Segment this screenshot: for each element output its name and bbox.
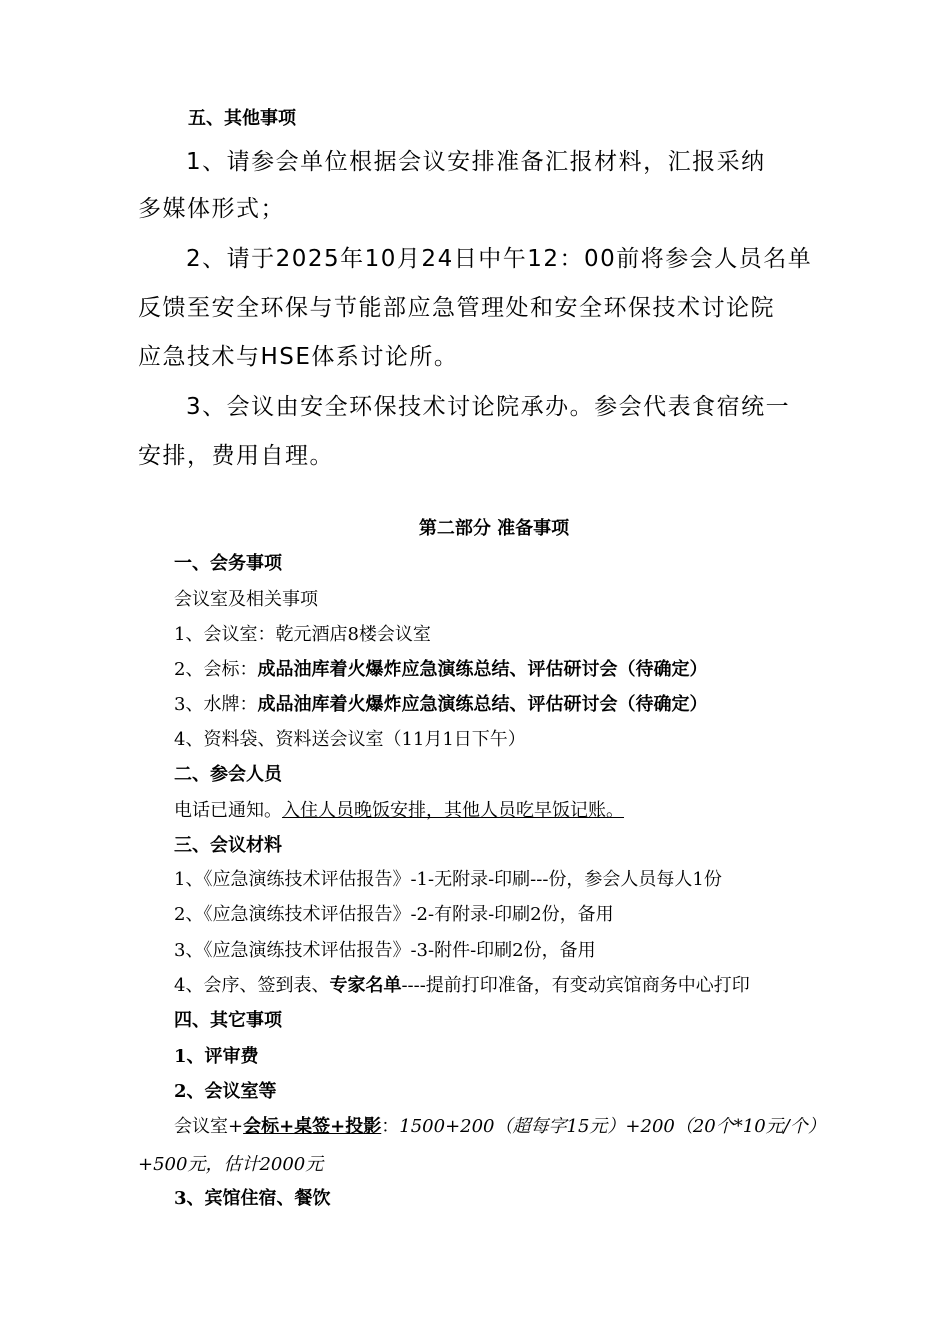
list-item: 4、资料袋、资料送会议室（11月1日下午） bbox=[174, 729, 526, 750]
sign-text: 成品油库着火爆炸应急演练总结、评估研讨会（待确定） bbox=[257, 694, 708, 715]
list-item: 2、《应急演练技术评估报告》-2-有附录-印刷2份，备用 bbox=[174, 904, 614, 925]
paragraph-line: 应急技术与HSE体系讨论所。 bbox=[138, 344, 459, 370]
list-item bbox=[174, 1112, 826, 1138]
list-item bbox=[174, 796, 624, 822]
banner-text: 成品油库着火爆炸应急演练总结、评估研讨会（待确定） bbox=[257, 659, 708, 680]
meal-arrangement-text: 入住人员晚饭安排，其他人员吃早饭记账。 bbox=[282, 800, 624, 821]
list-item bbox=[174, 971, 750, 997]
items-text: 会标+桌签+投影 bbox=[243, 1116, 382, 1137]
cost-text: +500元，估计2000元 bbox=[138, 1154, 324, 1175]
list-item bbox=[174, 655, 707, 681]
list-item-label: 3、水牌： bbox=[174, 694, 258, 715]
notice-text: 电话已通知。 bbox=[174, 800, 282, 821]
list-item: 1、会议室：乾元酒店8楼会议室 bbox=[174, 624, 431, 645]
expert-list-text: 专家名单 bbox=[329, 975, 402, 996]
paragraph-line: 反馈至安全环保与节能部应急管理处和安全环保技术讨论院 bbox=[138, 295, 775, 321]
list-item-label: 4、会序、签到表、 bbox=[174, 975, 330, 996]
section-heading: 四、其它事项 bbox=[174, 1010, 282, 1031]
list-item-label: 2、会标： bbox=[174, 659, 258, 680]
subsection-heading: 3、宾馆住宿、餐饮 bbox=[174, 1188, 331, 1209]
section-heading: 五、其他事项 bbox=[188, 108, 296, 129]
list-item: 会议室及相关事项 bbox=[174, 589, 318, 610]
paragraph-line: 2、请于2025年10月24日中午12：00前将参会人员名单 bbox=[186, 246, 813, 272]
section-heading: 一、会务事项 bbox=[174, 553, 282, 574]
cost-text: 1500+200（超每字15元）+200（20个*10元/个） bbox=[399, 1116, 826, 1137]
list-item bbox=[174, 690, 707, 716]
paragraph-line: 1、请参会单位根据会议安排准备汇报材料，汇报采纳 bbox=[186, 149, 766, 175]
subsection-heading: 1、评审费 bbox=[174, 1046, 259, 1067]
part-title: 第二部分 准备事项 bbox=[418, 518, 570, 539]
list-item-label: 会议室+ bbox=[174, 1116, 244, 1137]
list-item: 1、《应急演练技术评估报告》-1-无附录-印刷---份，参会人员每人1份 bbox=[174, 869, 722, 890]
section-heading: 三、会议材料 bbox=[174, 835, 282, 856]
paragraph-line: 安排，费用自理。 bbox=[138, 443, 334, 469]
section-heading: 二、参会人员 bbox=[174, 764, 282, 785]
list-item bbox=[138, 1150, 323, 1176]
paragraph-line: 3、会议由安全环保技术讨论院承办。参会代表食宿统一 bbox=[186, 394, 791, 420]
subsection-heading: 2、会议室等 bbox=[174, 1081, 277, 1102]
paragraph-line: 多媒体形式； bbox=[138, 196, 285, 222]
colon: ： bbox=[381, 1116, 400, 1137]
list-item-note: ----提前打印准备，有变动宾馆商务中心打印 bbox=[401, 975, 750, 996]
list-item: 3、《应急演练技术评估报告》-3-附件-印刷2份，备用 bbox=[174, 940, 596, 961]
